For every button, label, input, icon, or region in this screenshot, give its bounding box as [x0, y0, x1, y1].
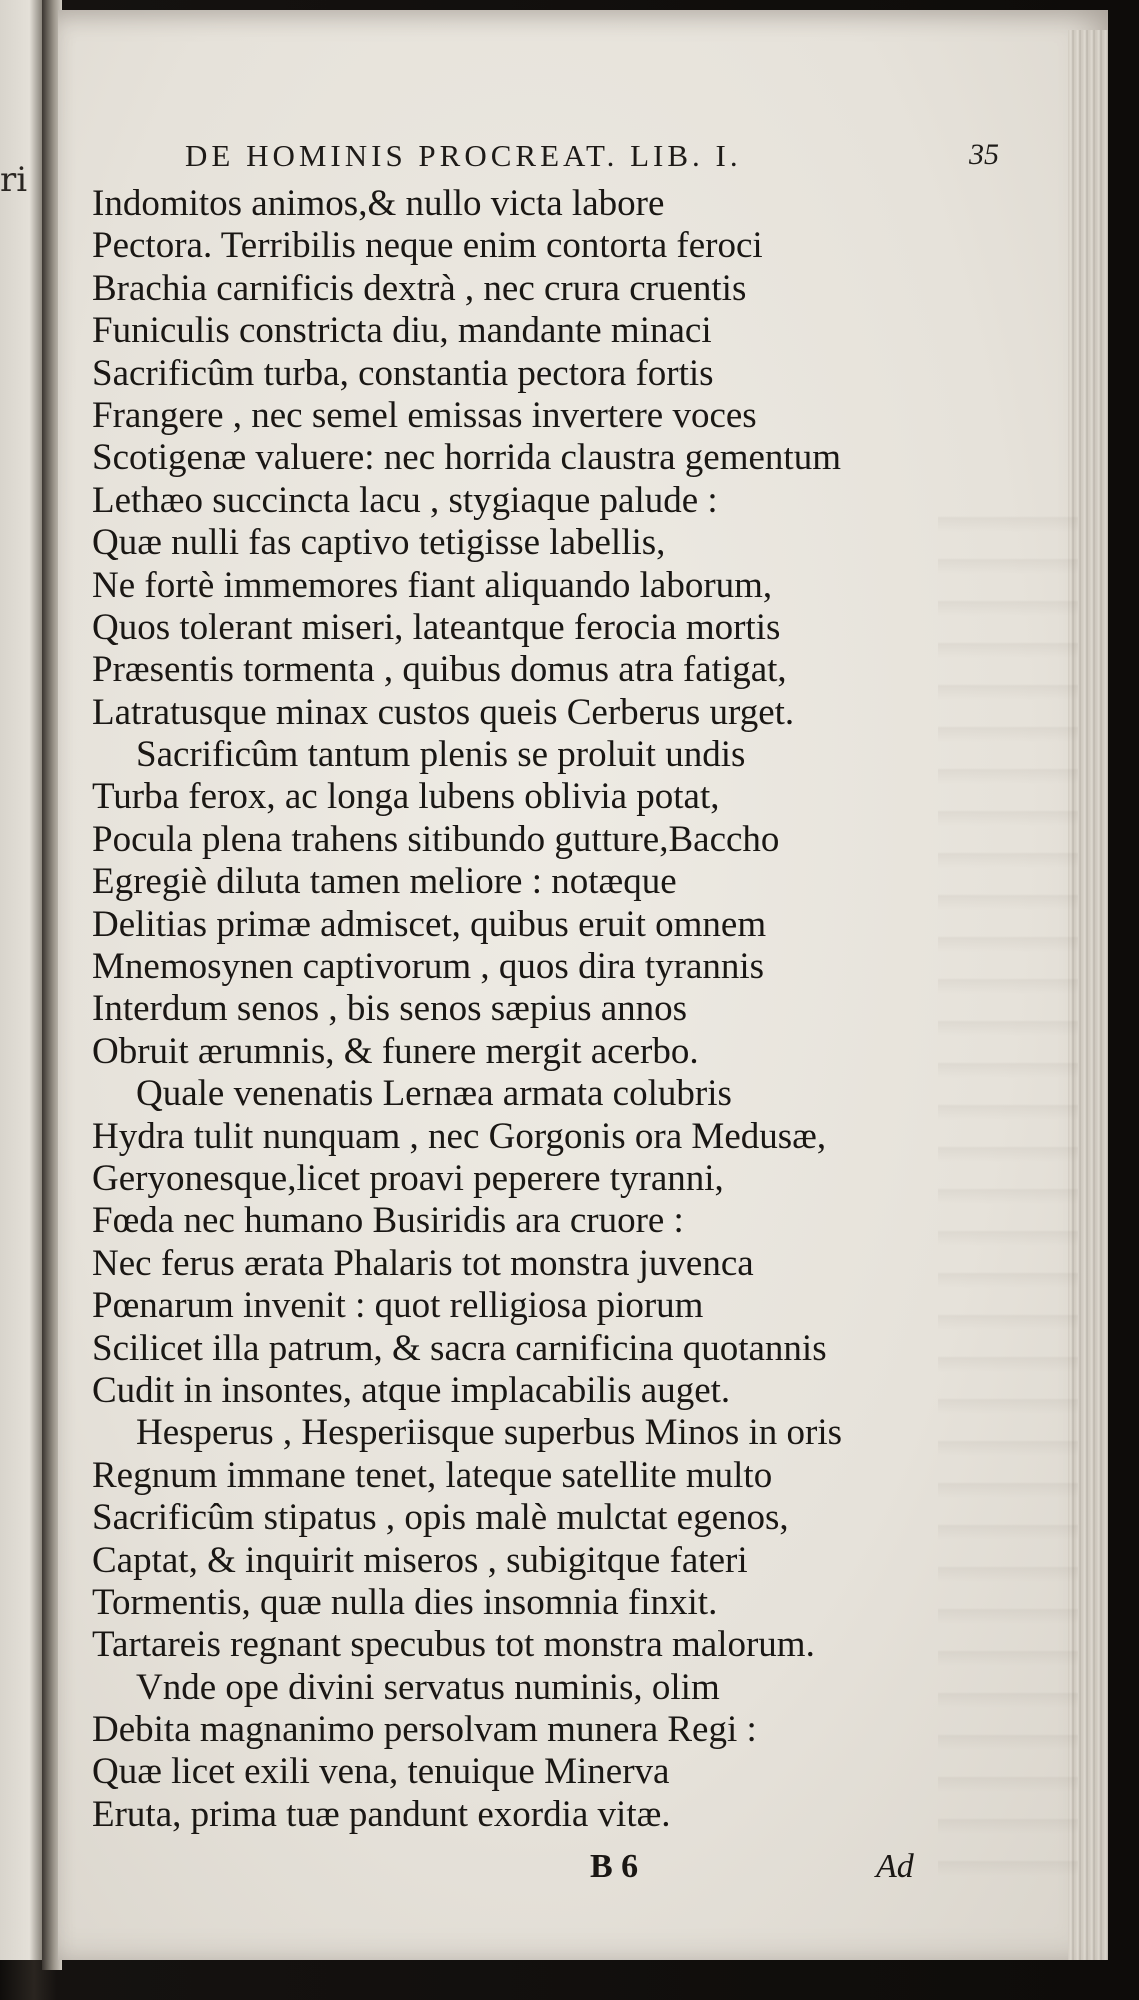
verse-line: Quæ nulli fas captivo tetigisse labellis,: [92, 522, 666, 564]
verse-line: Frangere , nec semel emissas invertere voces: [92, 394, 757, 436]
verse-line: Egregiè diluta tamen meliore : notæque: [92, 861, 677, 903]
verse-line: Pocula plena trahens sitibundo gutture,Baccho: [92, 818, 780, 860]
verse-line: Debita magnanimo persolvam munera Regi :: [92, 1709, 757, 1751]
verse-line: Scilicet illa patrum, & sacra carnificina quotannis: [92, 1327, 827, 1369]
verse-line: Ne fortè immemores fiant aliquando laborum,: [92, 564, 773, 606]
verse-line: Tormentis, quæ nulla dies insomnia finxit.: [92, 1581, 718, 1623]
facing-page-edge: [0, 0, 42, 1960]
verse-line: Indomitos animos,& nullo victa labore: [92, 183, 665, 224]
verse-text: [92, 183, 1012, 1836]
verse-line: Cudit in insontes, atque implacabilis auget.: [92, 1369, 731, 1411]
verse-line: Pectora. Terribilis neque enim contorta feroci: [92, 225, 763, 267]
verse-line: Nec ferus ærata Phalaris tot monstra juvenca: [92, 1242, 754, 1284]
verse-line: Hydra tulit nunquam , nec Gorgonis ora Medusæ,: [92, 1115, 827, 1157]
verse-line: Eruta, prima tuæ pandunt exordia vitæ.: [92, 1793, 671, 1835]
verse-line: Vnde ope divini servatus numinis, olim: [136, 1666, 720, 1708]
verse-line: Mnemosynen captivorum , quos dira tyrannis: [92, 946, 765, 988]
verse-line: Regnum immane tenet, lateque satellite multo: [92, 1454, 773, 1496]
verse-line: Sacrificûm tantum plenis se proluit undis: [136, 734, 746, 776]
verse-line: Delitias primæ admiscet, quibus eruit omnem: [92, 903, 767, 945]
verse-line: Sacrificûm stipatus , opis malè mulctat egenos,: [92, 1497, 789, 1539]
verse-line: Geryonesque,licet proavi peperere tyranni,: [92, 1157, 724, 1199]
verse-line: Quos tolerant miseri, lateantque ferocia mortis: [92, 606, 781, 648]
page-number: 35: [969, 138, 999, 171]
verse-line: Tartareis regnant specubus tot monstra malorum.: [92, 1624, 815, 1666]
verse-line: Lethæo succincta lacu , stygiaque palude :: [92, 479, 718, 521]
verse-line: Brachia carnificis dextrà , nec crura cruentis: [92, 267, 747, 309]
verse-line: Fœda nec humano Busiridis ara cruore :: [92, 1200, 684, 1242]
verse-line: Pœnarum invenit : quot relligiosa piorum: [92, 1285, 704, 1327]
verse-line: Obruit ærumnis, & funere mergit acerbo.: [92, 1030, 699, 1072]
verse-line: Sacrificûm turba, constantia pectora fortis: [92, 352, 714, 394]
page-footer: [0, 1848, 1000, 1888]
page-header: [125, 138, 1025, 182]
verse-line: Quale venenatis Lernæa armata colubris: [136, 1073, 732, 1115]
catchword: Ad: [876, 1848, 914, 1885]
signature-mark: B 6: [590, 1848, 639, 1885]
verse-line: Captat, & inquirit miseros , subigitque fateri: [92, 1539, 748, 1581]
verse-line: Latratusque minax custos queis Cerberus urget.: [92, 691, 795, 733]
verse-line: Præsentis tormenta , quibus domus atra fatigat,: [92, 649, 787, 691]
verse-line: Interdum senos , bis senos sæpius annos: [92, 988, 688, 1030]
facing-page-fragment: ri: [0, 160, 28, 200]
running-head: DE HOMINIS PROCREAT. LIB. I.: [185, 138, 742, 173]
verse-line: Funiculis constricta diu, mandante minaci: [92, 310, 712, 352]
verse-line: Turba ferox, ac longa lubens oblivia potat,: [92, 776, 720, 818]
verse-line: Quæ licet exili vena, tenuique Minerva: [92, 1751, 670, 1793]
verse-line: Hesperus , Hesperiisque superbus Minos in oris: [136, 1412, 842, 1454]
verse-line: Scotigenæ valuere: nec horrida claustra gementum: [92, 437, 841, 479]
